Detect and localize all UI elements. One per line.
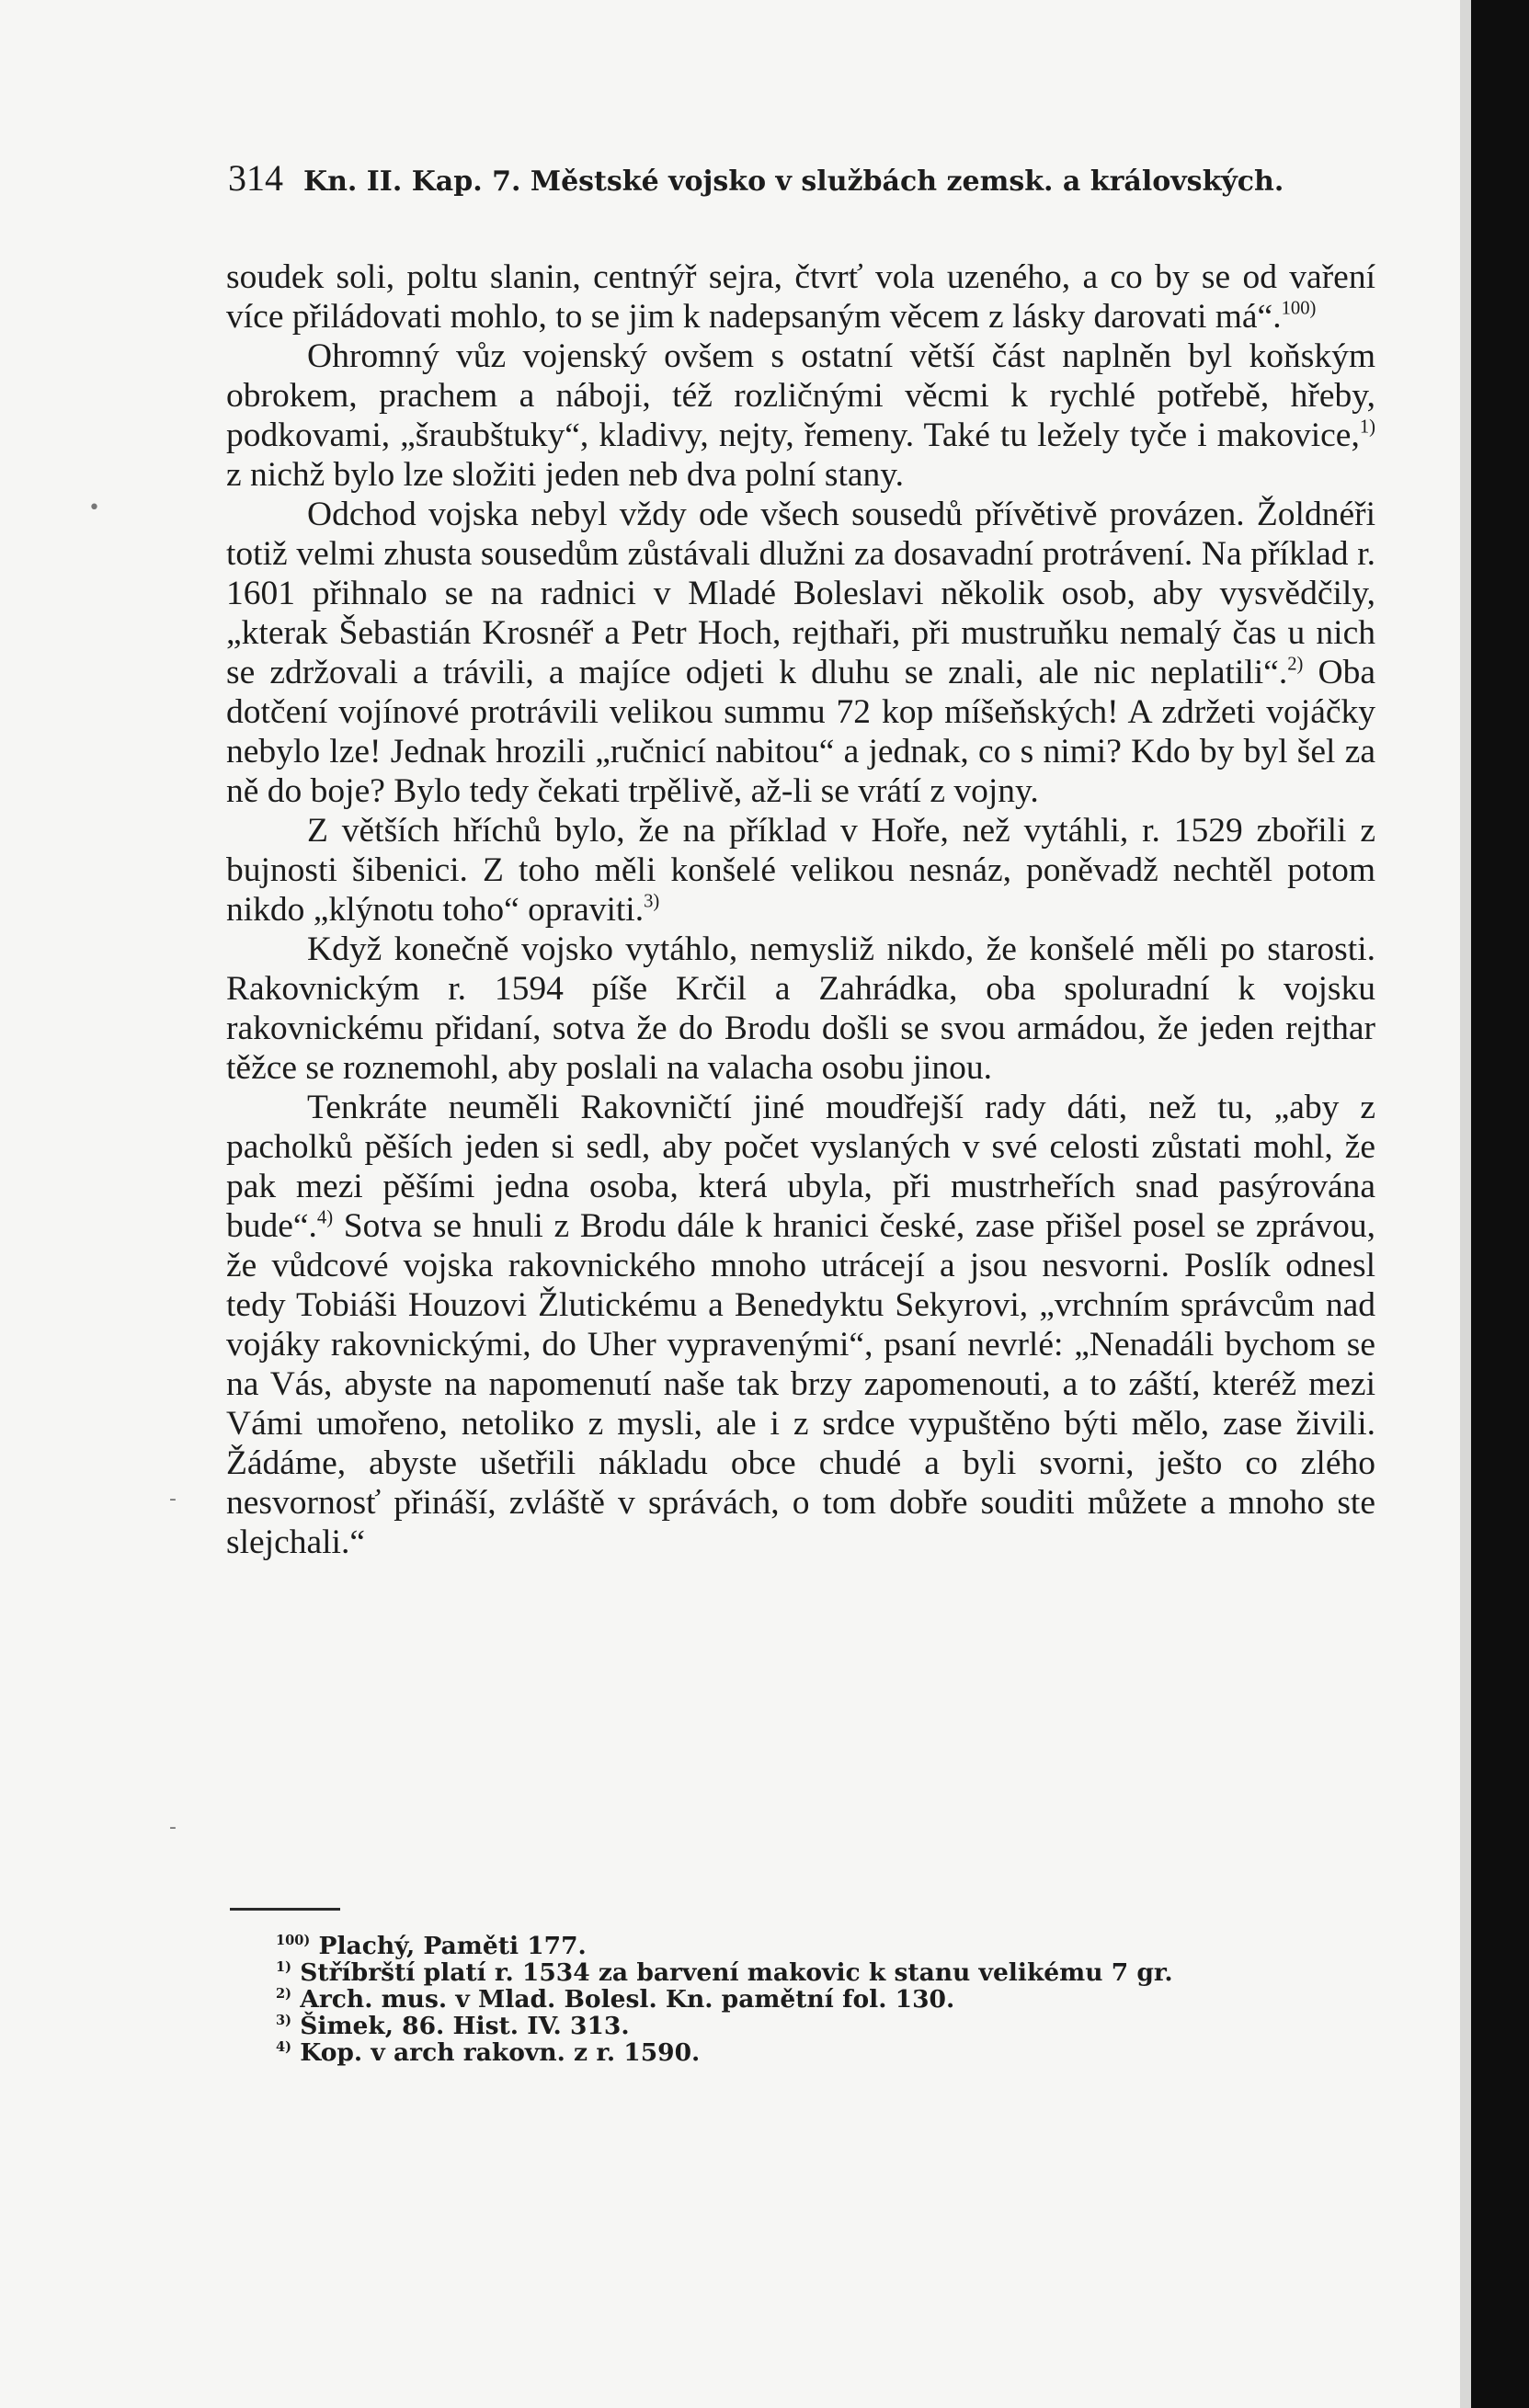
paragraph-text: Tenkráte neuměli Rakovničtí jiné moudřejší rady dáti, než tu, „aby z pacholků pěších jeden si sedl, aby počet vyslaných v své celosti zůstati mohl, že pak mezi pěšími jedna osoba, která ubyla, při mustrheřích snad pasýrována bude“.	[226, 1089, 1375, 1245]
footnote-text: Arch. mus. v Mlad. Bolesl. Kn. pamětní fol. 130.	[300, 1985, 955, 2014]
margin-speck: •	[88, 496, 100, 519]
paragraph-6	[226, 1088, 1375, 1562]
footnote-mark: 100)	[276, 1932, 311, 1948]
paragraph-text-continued: z nichž bylo lze složiti jeden neb dva polní stany.	[226, 456, 904, 494]
footnote-ref: 2)	[1287, 654, 1304, 675]
running-title: Kn. II. Kap. 7. Městské vojsko v službách zemsk. a královských.	[303, 165, 1284, 198]
paragraph-text-continued: Sotva se hnuli z Brodu dále k hranici české, zase přišel posel se zprávou, že vůdcové vojska rakovnického mnoho utrácejí a jsou nesvorni. Poslík odnesl tedy Tobiáši Houzovi Žlutickému a Benedyktu Sekyrovi, „vrchním správcům nad vojáky rakovnickými, do Uher vypravenými“, psaní nevrlé: „Nenadáli bychom se na Vás, abyste na napomenutí naše tak brzy zapomenouti, a to záští, kteréž mezi Vámi umořeno, netoliko z mysli, ale i z srdce vypuštěno býti mělo, zase živili. Žádáme, abyste ušetřili nákladu obce chudé a byli svorni, ješto co zlého nesvornosť přináší, zvláště v správách, o tom dobře souditi můžete a mnoho ste slejchali.“	[226, 1207, 1375, 1561]
footnote-ref: 1)	[1359, 417, 1375, 438]
footnote-mark: 2)	[276, 1985, 292, 2002]
footnote-mark: 1)	[276, 1958, 292, 1975]
footnote-mark: 3)	[276, 2012, 292, 2028]
paragraph-text: Ohromný vůz vojenský ovšem s ostatní větší část naplněn byl koňským obrokem, prachem a náboji, též rozličnými věcmi k rychlé potřebě, hřeby, podkovami, „šraubštuky“, kladivy, nejty, řemeny. Také tu ležely tyče i makovice,	[226, 337, 1375, 454]
footnotes	[276, 1933, 1379, 2066]
paragraph-3	[226, 495, 1375, 811]
paragraph-text: soudek soli, poltu slanin, centnýř sejra, čtvrť vola uzeného, a co by se od vaření více přiládovati mohlo, to se jim k nadepsaným věcem z lásky darovati má“.	[226, 258, 1375, 336]
footnote-ref: 100)	[1281, 298, 1317, 319]
paragraph-text-continued: Oba dotčení vojínové protrávili velikou summu 72 kop míšeňských! A zdržeti vojáčky nebylo lze! Jednak hrozili „ručnicí nabitou“ a jednak, co s nimi? Kdo by byl šel za ně do boje? Bylo tedy čekati trpělivě, až-li se vrátí z vojny.	[226, 654, 1375, 810]
footnote-text: Šimek, 86. Hist. IV. 313.	[300, 2012, 630, 2040]
paragraph-text: Když konečně vojsko vytáhlo, nemysliž nikdo, že konšelé měli po starosti. Rakovnickým r. 1594 píše Krčil a Zahrádka, oba spoluradní k vojsku rakovnickému přidaní, sotva že do Brodu došli se svou armádou, že jeden rejthar těžce se roznemohl, aby poslali na valacha osobu jinou.	[226, 930, 1375, 1087]
paragraph-text: Odchod vojska nebyl vždy ode všech sousedů přívětivě provázen. Žoldnéři totiž velmi zhusta sousedům zůstávali dlužni za dosavadní protrávení. Na příklad r. 1601 přihnalo se na radnici v Mladé Boleslavi několik osob, aby vysvědčily, „kterak Šebastián Krosnéř a Petr Hoch, rejthaři, při mustruňku nemalý čas u nich se zdržovali a trávili, a majíce odjeti k dluhu se znali, ale nic neplatili“.	[226, 496, 1375, 691]
footnote-divider	[230, 1908, 340, 1911]
paragraph-5	[226, 930, 1375, 1088]
footnote	[276, 2013, 1379, 2039]
footnote-ref: 3)	[644, 891, 660, 912]
footnote-text: Plachý, Paměti 177.	[318, 1932, 587, 1960]
body-text	[226, 257, 1375, 1562]
page-number: 314	[228, 157, 283, 199]
footnote-text: Kop. v arch rakovn. z r. 1590.	[300, 2038, 701, 2067]
footnote-ref: 4)	[316, 1207, 334, 1228]
footnote	[276, 1933, 1379, 1959]
margin-speck: -	[169, 1488, 177, 1511]
running-header	[228, 156, 1377, 200]
footnote	[276, 2039, 1379, 2066]
paragraph-4	[226, 811, 1375, 930]
paragraph-2	[226, 337, 1375, 495]
paragraph-text: Z větších hříchů bylo, že na příklad v Hoře, než vytáhli, r. 1529 zbořili z bujnosti šibenici. Z toho měli konšelé velikou nesnáz, poněvadž nechtěl potom nikdo „klýnotu toho“ opraviti.	[226, 812, 1375, 929]
footnote	[276, 1986, 1379, 2013]
scan-border	[1471, 0, 1529, 2408]
footnote-mark: 4)	[276, 2038, 292, 2055]
footnote-text: Stříbrští platí r. 1534 za barvení makovic k stanu velikému 7 gr.	[300, 1958, 1173, 1987]
margin-speck: -	[169, 1816, 177, 1839]
footnote	[276, 1959, 1379, 1986]
paragraph-1	[226, 257, 1375, 337]
